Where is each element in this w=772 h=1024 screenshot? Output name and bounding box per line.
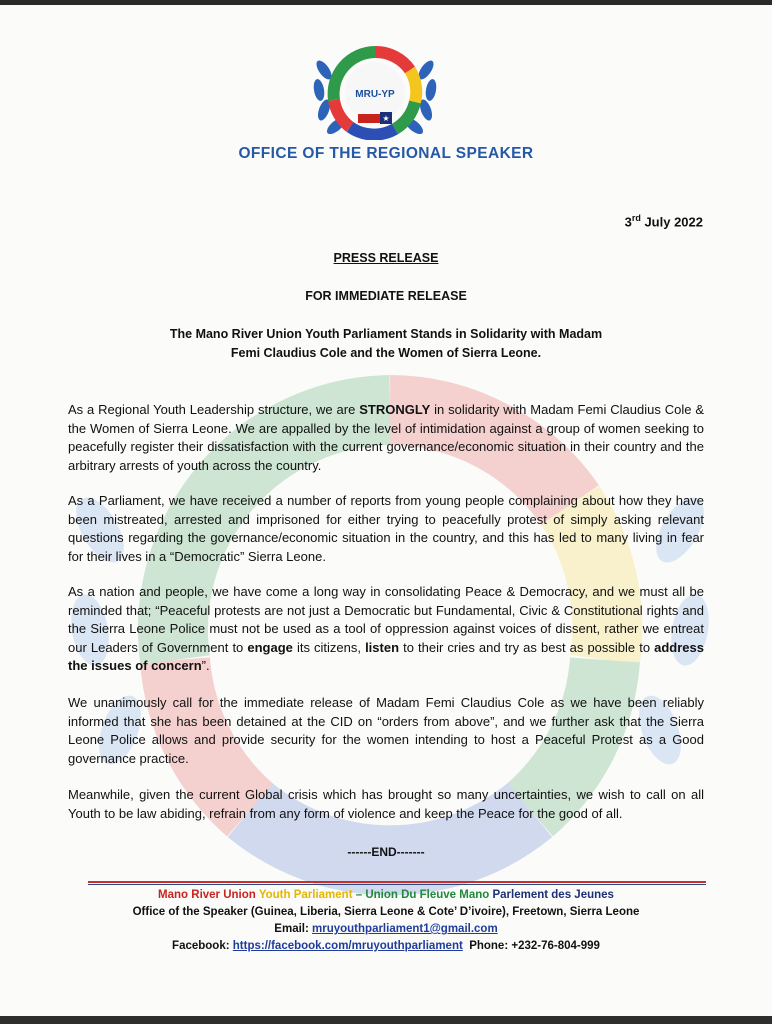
footer-contact — [0, 940, 772, 952]
p1-text-c: in solidarity with Madam Femi Claudius Cole & the Women of Sierra Leone. We are appalled by the level of intimidation against a group of women seeking to peacefully register their dissatisfaction with the current governance/economic situation in their country and the arbitrary arrests of youth across the country. — [68, 402, 705, 473]
org-mano-river-union: Mano River Union — [158, 889, 256, 901]
logo-text: MRU-YP — [355, 89, 395, 100]
footer-address: Office of the Speaker (Guinea, Liberia, Sierra Leone & Cote’ D’ivoire), Freetown, Sierra Leone — [132, 906, 640, 918]
footer-organization — [0, 889, 772, 901]
headline-line1: The Mano River Union Youth Parliament Stands in Solidarity with Madam — [169, 327, 603, 341]
paragraph-4: We unanimously call for the immediate release of Madam Femi Claudius Cole as we have been reliably informed that she has been detained at the CID on “orders from above”, and we further ask that the Sierra Leone Police allows and provide security for the women intending to host a Peaceful Protest as a Good governance practice. — [68, 695, 704, 766]
headline-line2: Femi Claudius Cole and the Women of Sierra Leone. — [230, 346, 542, 360]
date-suffix: rd — [631, 213, 641, 223]
phone-number: +232-76-804-999 — [511, 940, 600, 952]
paragraph-2: As a Parliament, we have received a number of reports from young people complaining about how they have been mistreated, arrested and imprisoned for either trying to peacefully protest of simply asking relevant questions regarding the governance/economic situation in the country, and this has led to many living in fear for their lives in a “Democratic” Sierra Leone. — [68, 493, 704, 564]
p3-emphasis-address: address the issues of concern — [68, 639, 704, 673]
p3-emphasis-listen: listen — [365, 639, 400, 655]
facebook-label: Facebook: — [172, 940, 230, 952]
paragraph-3 — [68, 583, 704, 676]
p3-text-e: to their cries and try as best as possible to — [399, 639, 655, 655]
immediate-release-heading: FOR IMMEDIATE RELEASE — [305, 289, 467, 303]
date-day: 3 — [624, 214, 632, 230]
headline — [0, 325, 772, 363]
office-title: OFFICE OF THE REGIONAL SPEAKER — [238, 145, 534, 162]
p3-text-c: its citizens, — [292, 639, 366, 655]
footer-divider-blue — [88, 884, 706, 885]
org-parlement-des-jeunes: Parlement des Jeunes — [492, 889, 614, 901]
email-link[interactable]: mruyouthparliament1@gmail.com — [312, 923, 498, 935]
org-youth-parliament: Youth Parliament — [258, 889, 353, 901]
p3-emphasis-engage: engage — [247, 639, 293, 655]
facebook-link[interactable]: https://facebook.com/mruyouthparliament — [232, 940, 463, 952]
paragraph-5: Meanwhile, given the current Global crisis which has brought so many uncertainties, we wish to call on all Youth to be law abiding, refrain from any form of violence and keep the Peace for the good of all. — [68, 787, 704, 821]
org-union-du-fleuve-mano: – Union Du Fleuve Mano — [355, 889, 490, 901]
paragraph-1 — [68, 401, 704, 475]
p1-emphasis: STRONGLY — [359, 402, 431, 417]
footer-email — [0, 923, 772, 935]
email-label: Email: — [274, 923, 309, 935]
phone-label: Phone: — [469, 940, 509, 952]
p3-text-g: ”. — [201, 658, 210, 673]
footer-divider-red — [88, 881, 706, 883]
date-month-year: July 2022 — [644, 214, 703, 230]
p3-text-a: As a nation and people, we have come a long way in consolidating Peace & Democracy, and we must all be reminded that; “Peaceful protests are not just a Democratic but Fundamental, Civic & Constitutional rights and the Sierra Leone Police must not be used as a tool of oppression against voices of dissent, rather we entreat our Leaders of Government to — [68, 584, 704, 655]
press-release-heading: PRESS RELEASE — [333, 251, 439, 265]
svg-text:★: ★ — [382, 114, 390, 123]
release-date — [625, 213, 703, 229]
end-marker: ------END------- — [347, 845, 425, 859]
bottom-border — [0, 1016, 772, 1024]
p1-text-a: As a Regional Youth Leadership structure, we are — [68, 402, 360, 417]
